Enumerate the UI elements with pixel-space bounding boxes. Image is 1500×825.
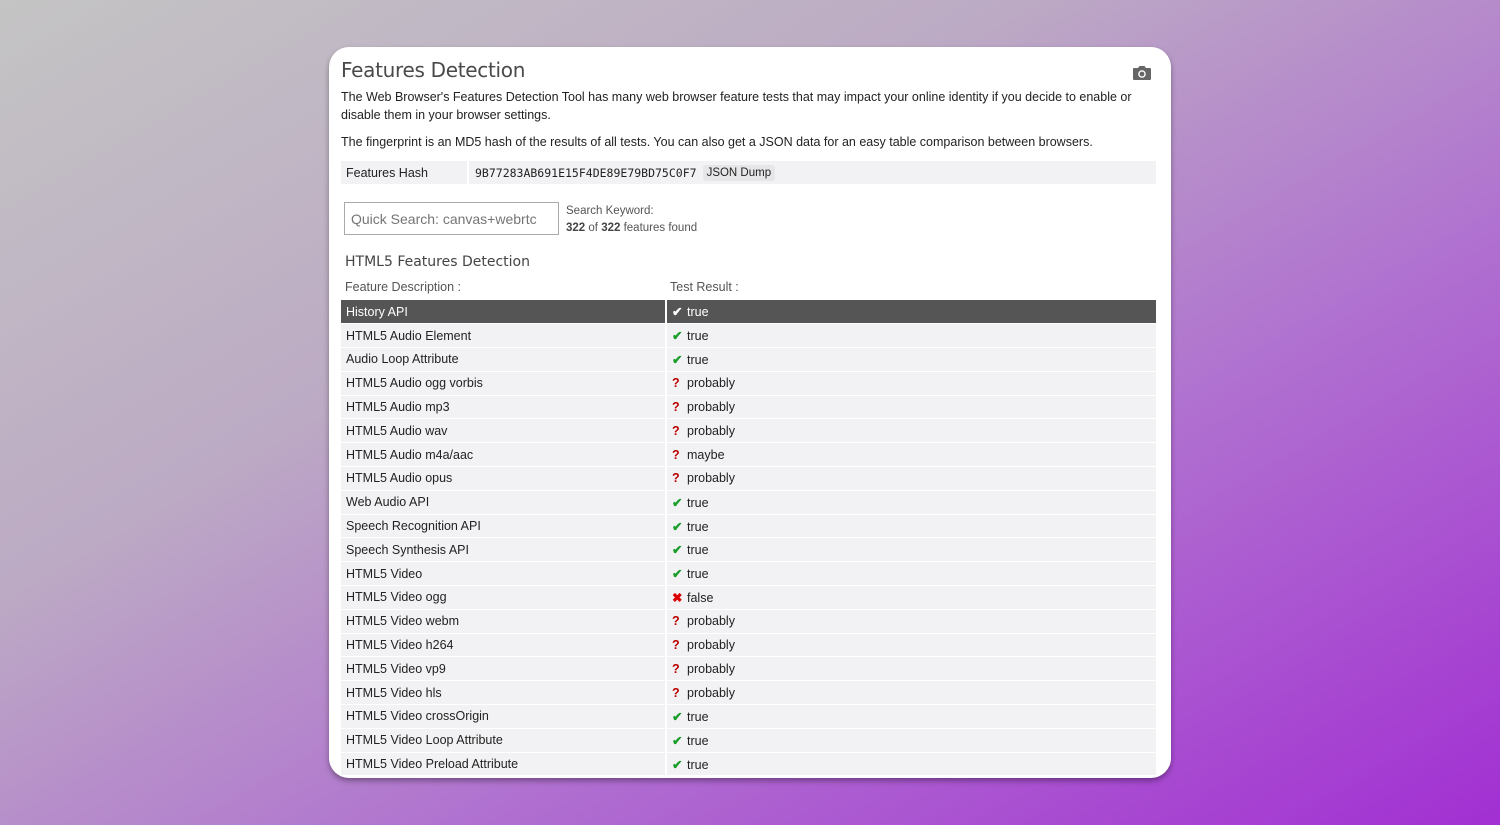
found-count: 322 [566, 222, 586, 234]
result-value: true [687, 352, 709, 367]
check-icon: ✔ [672, 543, 683, 558]
table-row[interactable] [341, 657, 1156, 681]
check-icon: ✔ [672, 329, 683, 344]
intro-text-2: The fingerprint is an MD5 hash of the results of all tests. You can also get a JSON data for an easy table comparison between browsers. [341, 135, 1093, 149]
table-row[interactable] [341, 681, 1156, 705]
feature-name: HTML5 Video ogg [341, 586, 666, 610]
test-result [666, 324, 1156, 348]
of-text: of [588, 222, 598, 234]
result-value: false [687, 590, 714, 605]
test-result [666, 371, 1156, 395]
camera-icon[interactable] [1133, 66, 1151, 80]
result-value: true [687, 733, 709, 748]
check-icon: ✔ [672, 519, 683, 534]
features-card [329, 47, 1171, 778]
cross-icon: ✖ [672, 590, 683, 605]
table-row[interactable] [341, 728, 1156, 752]
table-row[interactable] [341, 371, 1156, 395]
question-icon: ? [672, 447, 680, 462]
test-result [666, 586, 1156, 610]
table-row[interactable] [341, 514, 1156, 538]
check-icon: ✔ [672, 567, 683, 582]
result-value: probably [687, 685, 735, 700]
feature-name: HTML5 Video [341, 562, 666, 586]
feature-name: HTML5 Audio m4a/aac [341, 443, 666, 467]
table-row[interactable] [341, 443, 1156, 467]
test-result [666, 300, 1156, 324]
table-row[interactable] [341, 609, 1156, 633]
hash-label: Features Hash [341, 161, 469, 184]
search-keyword-label: Search Keyword: [566, 205, 654, 217]
test-result [666, 514, 1156, 538]
feature-name: HTML5 Audio wav [341, 419, 666, 443]
table-row[interactable] [341, 490, 1156, 514]
features-table [341, 300, 1156, 776]
result-value: probably [687, 471, 735, 486]
check-icon: ✔ [672, 352, 683, 367]
test-result [666, 443, 1156, 467]
question-icon: ? [672, 661, 680, 676]
test-result [666, 657, 1156, 681]
check-icon: ✔ [672, 305, 683, 320]
question-icon: ? [672, 638, 680, 653]
test-result [666, 609, 1156, 633]
result-value: true [687, 519, 709, 534]
result-value: maybe [687, 447, 725, 462]
table-row[interactable] [341, 562, 1156, 586]
check-icon: ✔ [672, 733, 683, 748]
page-title: Features Detection [341, 58, 526, 82]
test-result [666, 705, 1156, 729]
feature-name: History API [341, 300, 666, 324]
column-feature: Feature Description : [345, 280, 462, 294]
table-row[interactable] [341, 419, 1156, 443]
question-icon: ? [672, 685, 680, 700]
json-dump-button[interactable]: JSON Dump [703, 165, 776, 181]
question-icon: ? [672, 614, 680, 629]
feature-name: HTML5 Audio mp3 [341, 395, 666, 419]
question-icon: ? [672, 471, 680, 486]
question-icon: ? [672, 376, 680, 391]
test-result [666, 562, 1156, 586]
features-hash-row [341, 161, 1156, 184]
result-value: true [687, 567, 709, 582]
table-row[interactable] [341, 300, 1156, 324]
feature-name: HTML5 Video Loop Attribute [341, 728, 666, 752]
column-result: Test Result : [670, 280, 739, 294]
test-result [666, 348, 1156, 372]
table-row[interactable] [341, 705, 1156, 729]
result-value: true [687, 543, 709, 558]
check-icon: ✔ [672, 495, 683, 510]
feature-name: Speech Recognition API [341, 514, 666, 538]
feature-name: HTML5 Video crossOrigin [341, 705, 666, 729]
table-row[interactable] [341, 633, 1156, 657]
feature-name: HTML5 Video vp9 [341, 657, 666, 681]
test-result [666, 467, 1156, 491]
test-result [666, 728, 1156, 752]
check-icon: ✔ [672, 709, 683, 724]
total-count: 322 [601, 222, 621, 234]
feature-name: HTML5 Video Preload Attribute [341, 752, 666, 776]
table-row[interactable] [341, 467, 1156, 491]
feature-name: HTML5 Video webm [341, 609, 666, 633]
result-value: probably [687, 614, 735, 629]
table-row[interactable] [341, 586, 1156, 610]
feature-name: Speech Synthesis API [341, 538, 666, 562]
found-suffix: features found [623, 222, 698, 234]
table-row[interactable] [341, 348, 1156, 372]
test-result [666, 419, 1156, 443]
result-value: probably [687, 376, 735, 391]
question-icon: ? [672, 423, 680, 438]
result-value: true [687, 757, 709, 772]
test-result [666, 538, 1156, 562]
result-value: true [687, 495, 709, 510]
feature-name: Audio Loop Attribute [341, 348, 666, 372]
intro-text: The Web Browser's Features Detection Tool has many web browser feature tests that may impact your online identity if you decide to enable or disable them in your browser settings. [341, 90, 1132, 122]
section-title: HTML5 Features Detection [345, 254, 530, 270]
table-row[interactable] [341, 752, 1156, 776]
feature-name: HTML5 Audio Element [341, 324, 666, 348]
quick-search-input[interactable] [344, 202, 559, 235]
table-row[interactable] [341, 395, 1156, 419]
feature-name: Web Audio API [341, 490, 666, 514]
test-result [666, 633, 1156, 657]
feature-name: HTML5 Audio opus [341, 467, 666, 491]
feature-name: HTML5 Audio ogg vorbis [341, 371, 666, 395]
test-result [666, 752, 1156, 776]
table-row[interactable] [341, 538, 1156, 562]
table-row[interactable] [341, 324, 1156, 348]
result-value: true [687, 329, 709, 344]
result-value: probably [687, 638, 735, 653]
search-status [566, 203, 697, 237]
result-value: true [687, 305, 709, 320]
result-value: probably [687, 661, 735, 676]
question-icon: ? [672, 400, 680, 415]
result-value: true [687, 709, 709, 724]
feature-name: HTML5 Video hls [341, 681, 666, 705]
test-result [666, 490, 1156, 514]
test-result [666, 681, 1156, 705]
test-result [666, 395, 1156, 419]
feature-name: HTML5 Video h264 [341, 633, 666, 657]
result-value: probably [687, 400, 735, 415]
hash-value: 9B77283AB691E15F4DE89E79BD75C0F7 [475, 165, 697, 180]
check-icon: ✔ [672, 757, 683, 772]
result-value: probably [687, 423, 735, 438]
